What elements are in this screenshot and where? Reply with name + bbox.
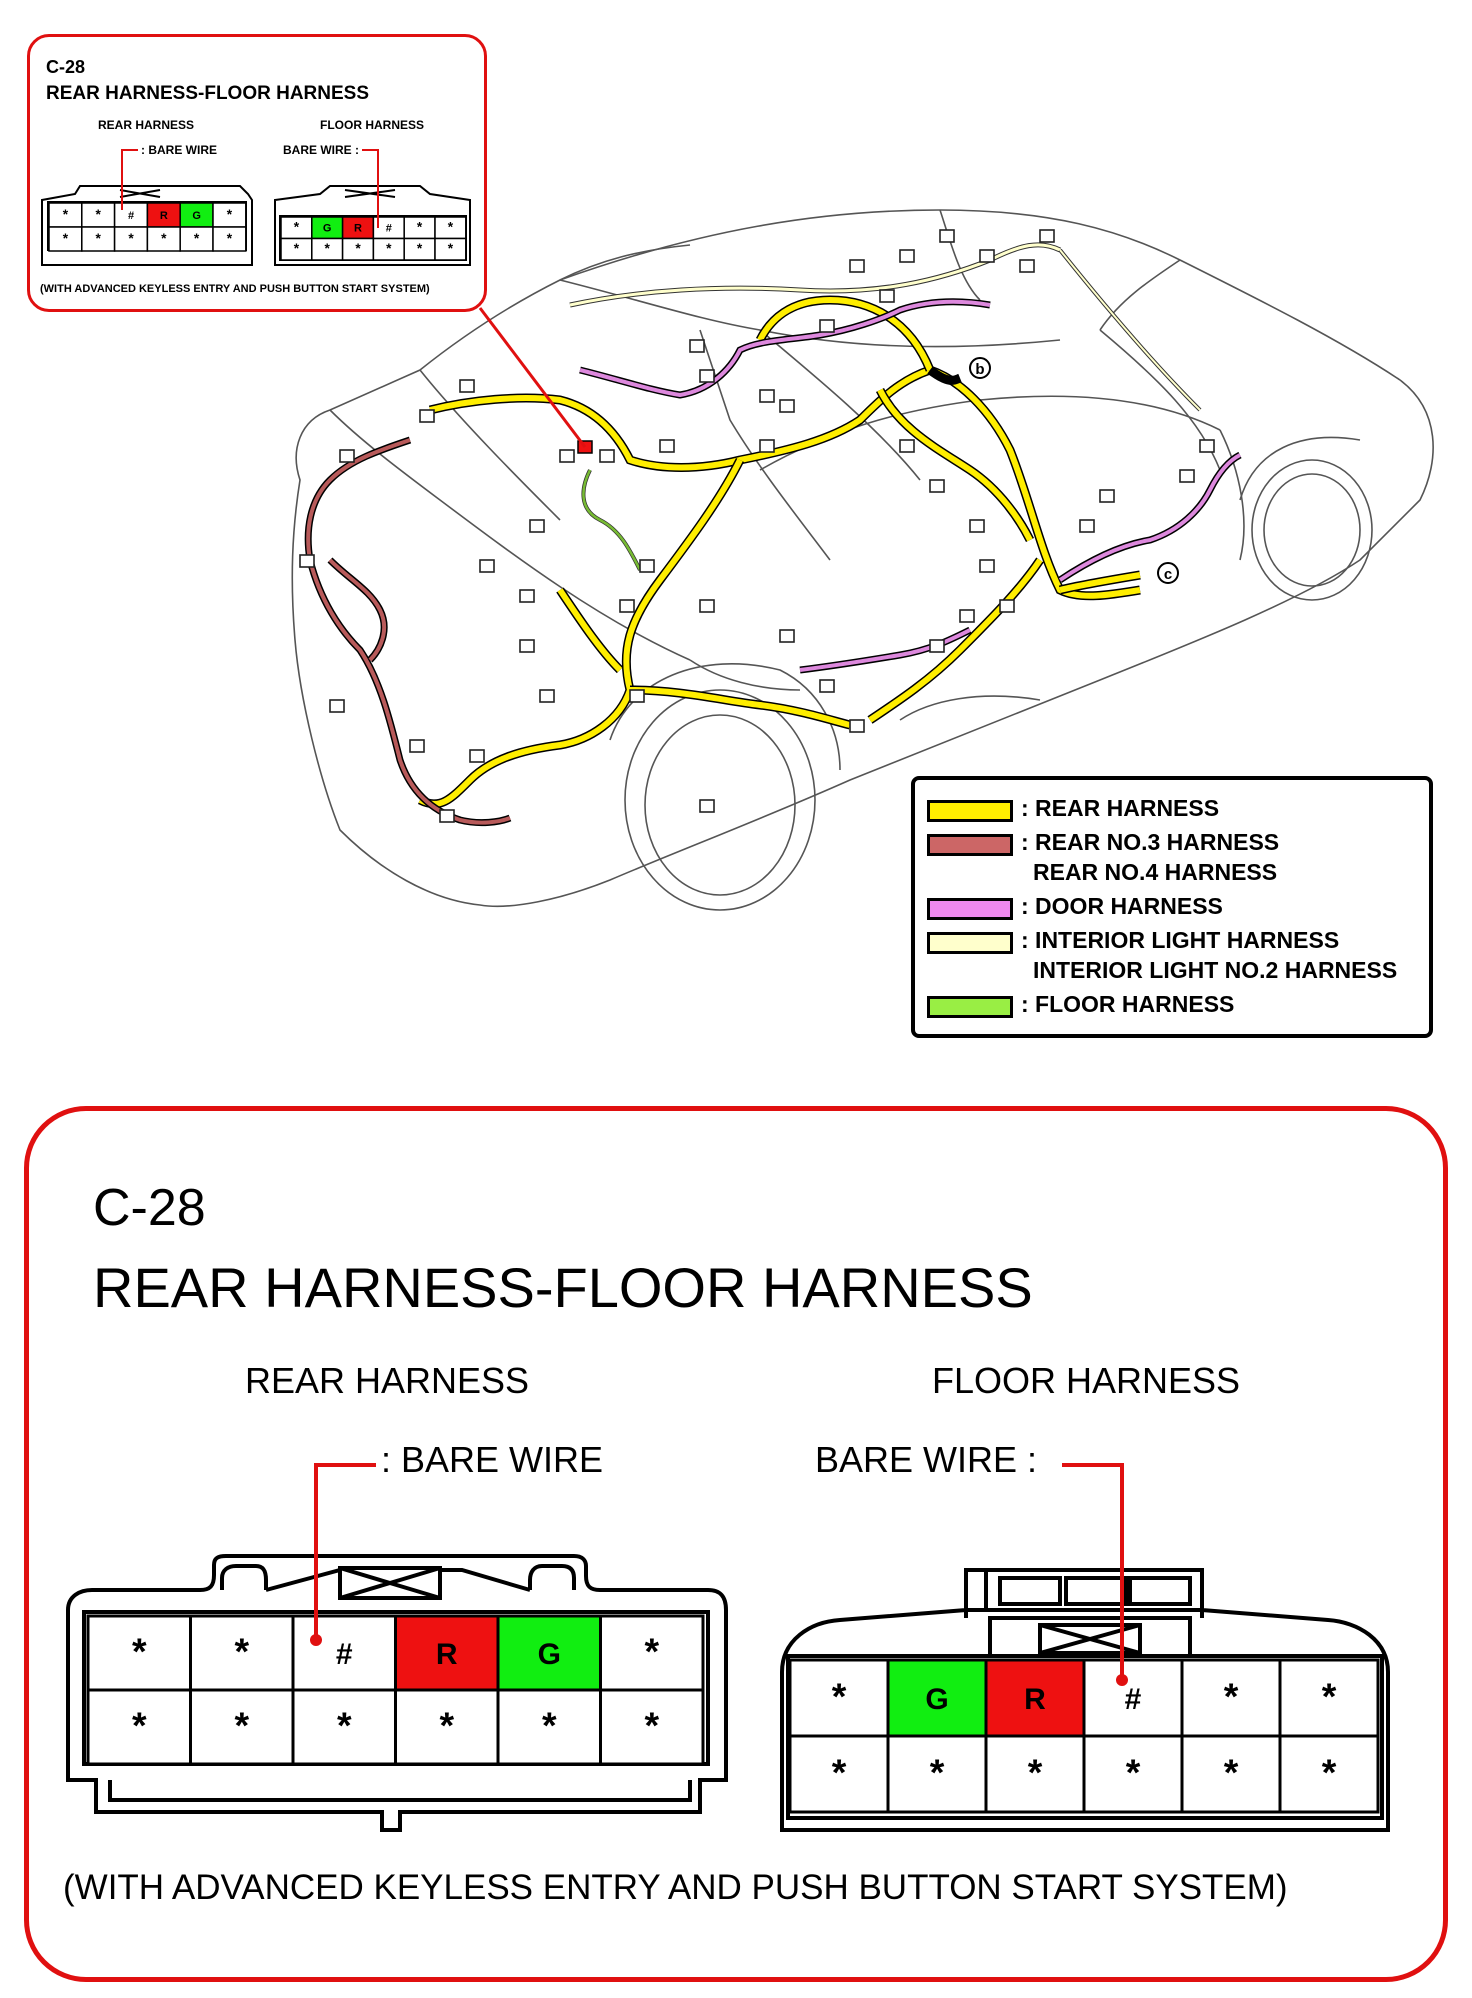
pin-label: *: [929, 1750, 945, 1793]
legend-swatch: [927, 800, 1013, 822]
pin-label: *: [95, 230, 101, 246]
pin-label: *: [226, 230, 233, 246]
pin-label: *: [324, 241, 330, 257]
pin-label: *: [416, 241, 423, 257]
pin-label: *: [541, 1703, 557, 1746]
pin-label: *: [439, 1703, 455, 1746]
pin-label: #: [1124, 1682, 1142, 1716]
interior-light-harness: [570, 245, 1200, 410]
pin-label: R: [159, 209, 168, 222]
pin-label: G: [537, 1637, 561, 1671]
pin-label: R: [1024, 1682, 1046, 1716]
legend-label: : DOOR HARNESS: [1021, 893, 1223, 919]
legend-label: INTERIOR LIGHT NO.2 HARNESS: [1033, 957, 1398, 983]
pin-label: *: [131, 1629, 147, 1672]
pin-label: *: [161, 230, 167, 246]
legend-swatch: [927, 932, 1013, 954]
pin-label: *: [193, 230, 200, 246]
detail-floor-bare-wire: BARE WIRE :: [815, 1439, 1038, 1480]
pin-label: *: [831, 1750, 847, 1793]
rear-pin-grid: [88, 1616, 703, 1764]
legend-label: : REAR HARNESS: [1021, 795, 1220, 821]
callout-c: [1158, 563, 1178, 583]
pin-label: G: [192, 209, 201, 222]
legend-label: : INTERIOR LIGHT HARNESS: [1021, 927, 1340, 953]
pin-label: *: [355, 241, 361, 257]
pin-label: *: [128, 230, 134, 246]
rear-bare-wire-dot: [310, 1634, 322, 1646]
pin-label: #: [127, 209, 135, 222]
floor-harness-wire: [583, 470, 640, 570]
pin-label: *: [336, 1703, 352, 1746]
detail-rear-bare-wire: : BARE WIRE: [381, 1439, 604, 1480]
inset-rear-label: REAR HARNESS: [98, 118, 195, 132]
pin-label: G: [925, 1682, 949, 1716]
floor-pin-grid: [790, 1660, 1378, 1812]
pin-label: R: [435, 1637, 458, 1671]
pin-label: *: [1027, 1750, 1043, 1793]
pin-label: *: [644, 1703, 660, 1746]
detail-rear-label: REAR HARNESS: [245, 1360, 530, 1401]
inset-title: REAR HARNESS-FLOOR HARNESS: [46, 83, 370, 104]
legend-swatch: [927, 996, 1013, 1018]
inset-leader-line: [480, 308, 585, 447]
detail-note: (WITH ADVANCED KEYLESS ENTRY AND PUSH BUTTON START SYSTEM): [63, 1868, 1288, 1907]
pin-label: *: [831, 1674, 847, 1717]
pin-label: *: [62, 230, 69, 246]
pin-label: *: [386, 241, 392, 257]
legend-label: : REAR NO.3 HARNESS: [1021, 829, 1280, 855]
inset-rear-bare-wire: : BARE WIRE: [141, 143, 217, 157]
pin-label: #: [385, 222, 392, 235]
pin-label: *: [1125, 1750, 1141, 1793]
inset-floor-pin-grid: [281, 217, 466, 260]
inset-rear-pin-grid: [49, 203, 246, 251]
pin-label: G: [322, 222, 332, 235]
legend-label: REAR NO.4 HARNESS: [1033, 859, 1278, 885]
pin-label: *: [1223, 1750, 1239, 1793]
rear-harness-wires: [420, 300, 1140, 804]
legend-label: : FLOOR HARNESS: [1021, 991, 1235, 1017]
pin-label: *: [62, 206, 69, 222]
pin-label: *: [131, 1703, 147, 1746]
pin-label: *: [293, 241, 300, 257]
pin-label: *: [1321, 1750, 1337, 1793]
inset-floor-label: FLOOR HARNESS: [320, 118, 425, 132]
pin-label: #: [335, 1637, 353, 1671]
floor-bare-wire-dot: [1116, 1674, 1128, 1686]
pin-label: *: [416, 219, 423, 235]
inset-note: (WITH ADVANCED KEYLESS ENTRY AND PUSH BUTTON START SYSTEM): [40, 283, 430, 295]
inset-connectors: [0, 0, 500, 320]
door-harness-wires: [580, 302, 1240, 670]
callout-c-label: c: [1163, 566, 1173, 583]
pin-label: R: [354, 222, 362, 235]
pin-label: *: [234, 1629, 250, 1672]
detail-floor-label: FLOOR HARNESS: [932, 1360, 1241, 1401]
pin-label: *: [447, 219, 454, 235]
pin-label: *: [226, 206, 233, 222]
detail-connectors: [0, 1100, 1472, 1880]
pin-label: *: [447, 241, 454, 257]
inset-floor-bare-wire: BARE WIRE :: [283, 143, 359, 157]
legend-swatch: [927, 834, 1013, 856]
pin-label: *: [1223, 1674, 1239, 1717]
pin-label: *: [95, 206, 101, 222]
callout-b-label: b: [975, 361, 985, 378]
pin-label: *: [234, 1703, 250, 1746]
detail-code: C-28: [93, 1179, 206, 1237]
inset-code: C-28: [46, 57, 86, 77]
pin-label: *: [1321, 1674, 1337, 1717]
pin-label: *: [293, 219, 300, 235]
legend-swatch: [927, 898, 1013, 920]
harness-legend: [911, 776, 1433, 1038]
callout-b: [970, 358, 990, 378]
pin-label: *: [644, 1629, 660, 1672]
rear-no3-harness-wires: [308, 440, 510, 823]
detail-title: REAR HARNESS-FLOOR HARNESS: [93, 1256, 1033, 1319]
